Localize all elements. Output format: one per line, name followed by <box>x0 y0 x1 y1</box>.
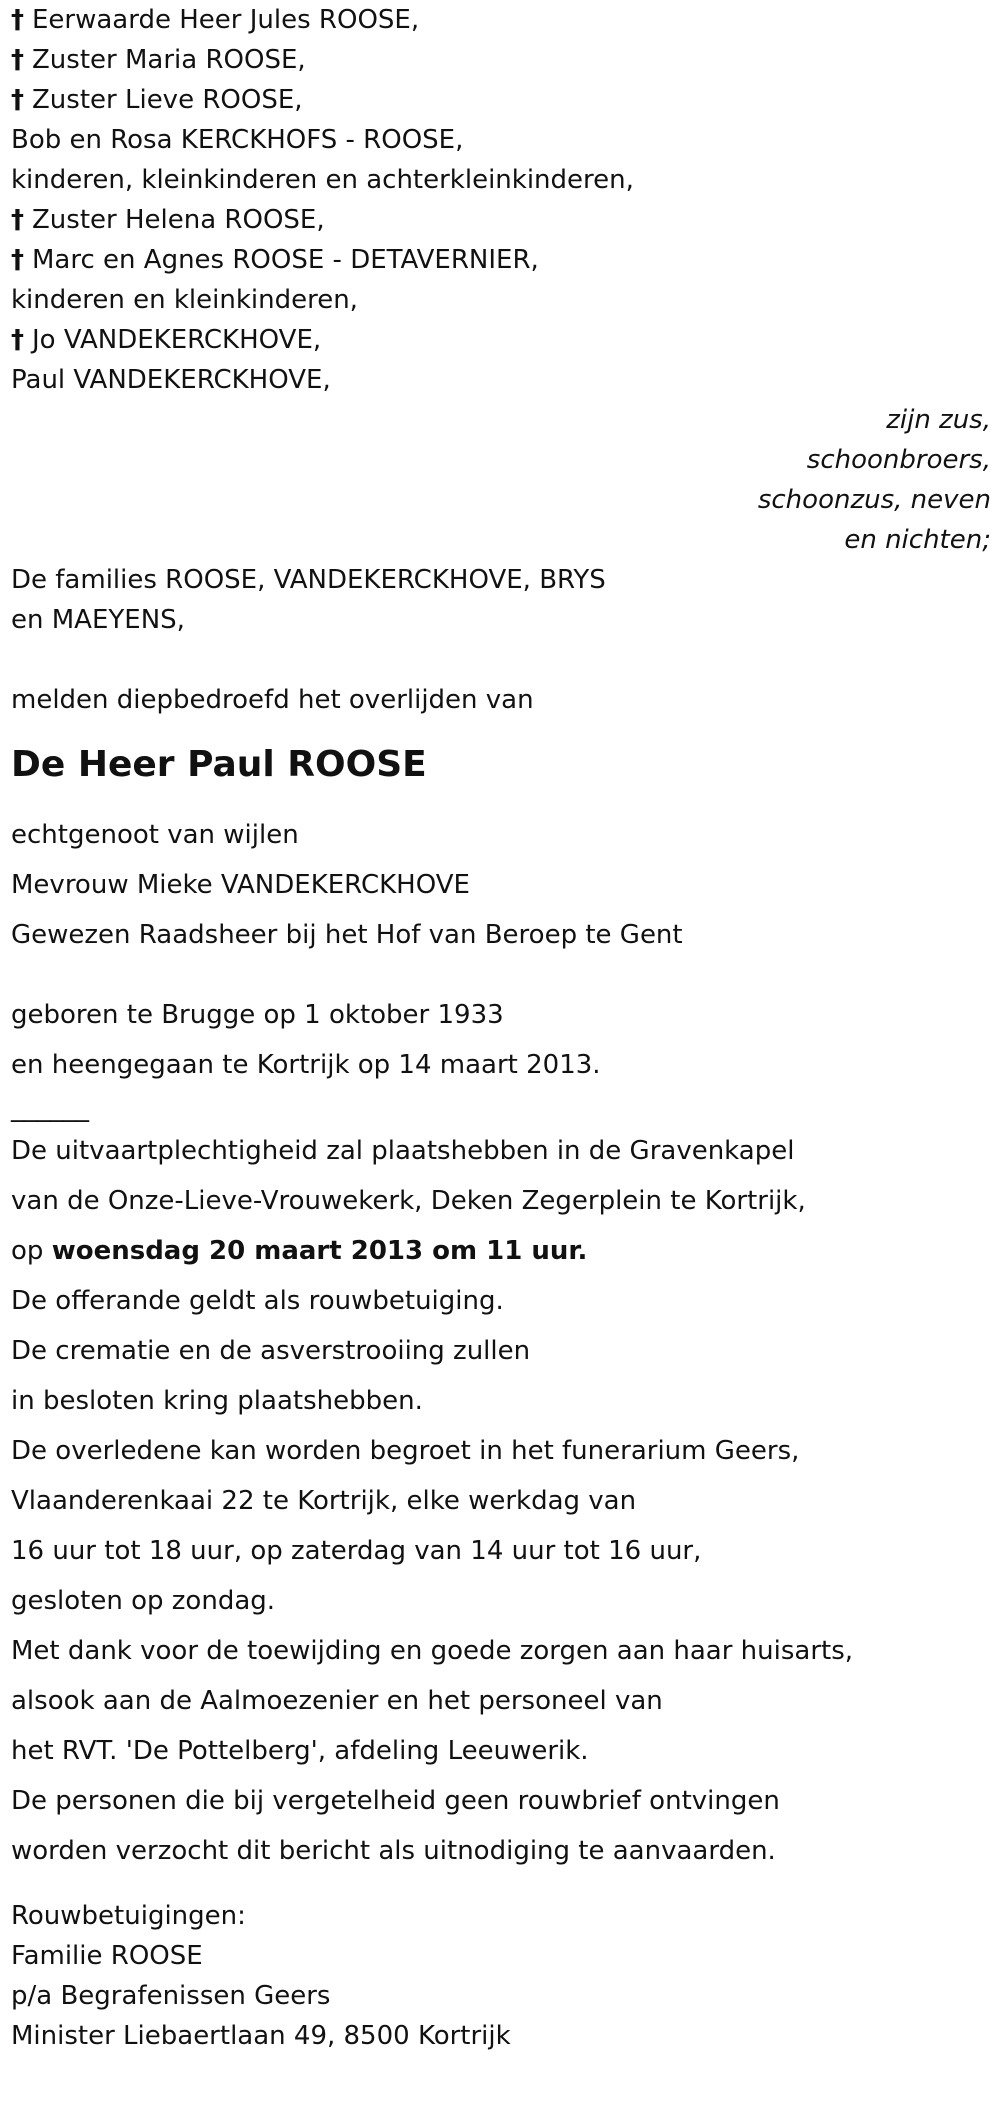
deceased-function: Gewezen Raadsheer bij het Hof van Beroep te Gent <box>11 920 683 950</box>
family-member-text: kinderen en kleinkinderen, <box>11 285 358 315</box>
announcement-text: melden diepbedroefd het overlijden van <box>11 685 534 715</box>
cross-icon: † <box>11 5 24 35</box>
families-line-2: en MAEYENS, <box>11 605 185 635</box>
cross-icon: † <box>11 85 24 115</box>
family-member-text: Bob en Rosa KERCKHOFS - ROOSE, <box>11 125 464 155</box>
relation-line: en nichten; <box>844 525 991 555</box>
cross-icon: † <box>11 45 24 75</box>
family-member <box>11 280 991 320</box>
family-member-text: Marc en Agnes ROOSE - DETAVERNIER, <box>32 245 539 275</box>
family-member <box>11 320 991 360</box>
families-line-1: De families ROOSE, VANDEKERCKHOVE, BRYS <box>11 565 606 595</box>
birth-line: geboren te Brugge op 1 oktober 1933 <box>11 1000 504 1030</box>
ceremony-date-prefix: op <box>11 1236 52 1266</box>
ceremony-detail-line: het RVT. 'De Pottelberg', afdeling Leeuwerik. <box>11 1736 589 1766</box>
family-member <box>11 80 991 120</box>
deceased-name: De Heer Paul ROOSE <box>11 744 427 785</box>
condolences-heading: Rouwbetuigingen: <box>11 1901 246 1931</box>
relation-block <box>11 400 991 560</box>
family-member-text: Paul VANDEKERCKHOVE, <box>11 365 331 395</box>
condolences-line: Minister Liebaertlaan 49, 8500 Kortrijk <box>11 2021 511 2051</box>
ceremony-detail-line: in besloten kring plaatshebben. <box>11 1386 423 1416</box>
family-member-text: Jo VANDEKERCKHOVE, <box>32 325 322 355</box>
ceremony-detail-line: Vlaanderenkaai 22 te Kortrijk, elke werkdag van <box>11 1486 637 1516</box>
ceremony-detail-line: gesloten op zondag. <box>11 1586 276 1616</box>
family-member-text: Zuster Maria ROOSE, <box>32 45 306 75</box>
family-member <box>11 120 991 160</box>
divider-line: ______ <box>11 1093 89 1123</box>
family-member <box>11 0 991 40</box>
family-member-text: Zuster Helena ROOSE, <box>32 205 325 235</box>
family-member <box>11 240 991 280</box>
ceremony-line-1: De uitvaartplechtigheid zal plaatshebben in de Gravenkapel <box>11 1136 795 1166</box>
ceremony-line-3 <box>11 1226 991 1276</box>
family-member <box>11 360 991 400</box>
family-member <box>11 200 991 240</box>
relation-line: schoonzus, neven <box>757 485 991 515</box>
ceremony-detail-line: Met dank voor de toewijding en goede zorgen aan haar huisarts, <box>11 1636 854 1666</box>
relation-line: schoonbroers, <box>806 445 991 475</box>
condolences-line: Familie ROOSE <box>11 1941 203 1971</box>
spouse-name: Mevrouw Mieke VANDEKERCKHOVE <box>11 870 470 900</box>
ceremony-detail-line: worden verzocht dit bericht als uitnodiging te aanvaarden. <box>11 1836 776 1866</box>
ceremony-detail-line: De crematie en de asverstrooiing zullen <box>11 1336 531 1366</box>
spouse-intro: echtgenoot van wijlen <box>11 820 299 850</box>
ceremony-details <box>11 1276 991 1876</box>
ceremony-line-2: van de Onze-Lieve-Vrouwekerk, Deken Zegerplein te Kortrijk, <box>11 1186 806 1216</box>
relation-line: zijn zus, <box>886 405 991 435</box>
ceremony-detail-line: alsook aan de Aalmoezenier en het personeel van <box>11 1686 663 1716</box>
ceremony-date: woensdag 20 maart 2013 om 11 uur. <box>51 1236 588 1266</box>
family-member-text: kinderen, kleinkinderen en achterkleinkinderen, <box>11 165 634 195</box>
family-member <box>11 40 991 80</box>
ceremony-detail-line: De offerande geldt als rouwbetuiging. <box>11 1286 504 1316</box>
death-line: en heengegaan te Kortrijk op 14 maart 2013. <box>11 1050 601 1080</box>
family-member-text: Eerwaarde Heer Jules ROOSE, <box>32 5 420 35</box>
obituary-page <box>11 0 991 2056</box>
family-list <box>11 0 991 400</box>
condolences-address <box>11 1936 991 2056</box>
ceremony-detail-line: 16 uur tot 18 uur, op zaterdag van 14 uur tot 16 uur, <box>11 1536 702 1566</box>
cross-icon: † <box>11 205 24 235</box>
condolences-line: p/a Begrafenissen Geers <box>11 1981 331 2011</box>
ceremony-detail-line: De personen die bij vergetelheid geen rouwbrief ontvingen <box>11 1786 780 1816</box>
ceremony-detail-line: De overledene kan worden begroet in het funerarium Geers, <box>11 1436 800 1466</box>
cross-icon: † <box>11 325 24 355</box>
cross-icon: † <box>11 245 24 275</box>
family-member <box>11 160 991 200</box>
family-member-text: Zuster Lieve ROOSE, <box>32 85 303 115</box>
